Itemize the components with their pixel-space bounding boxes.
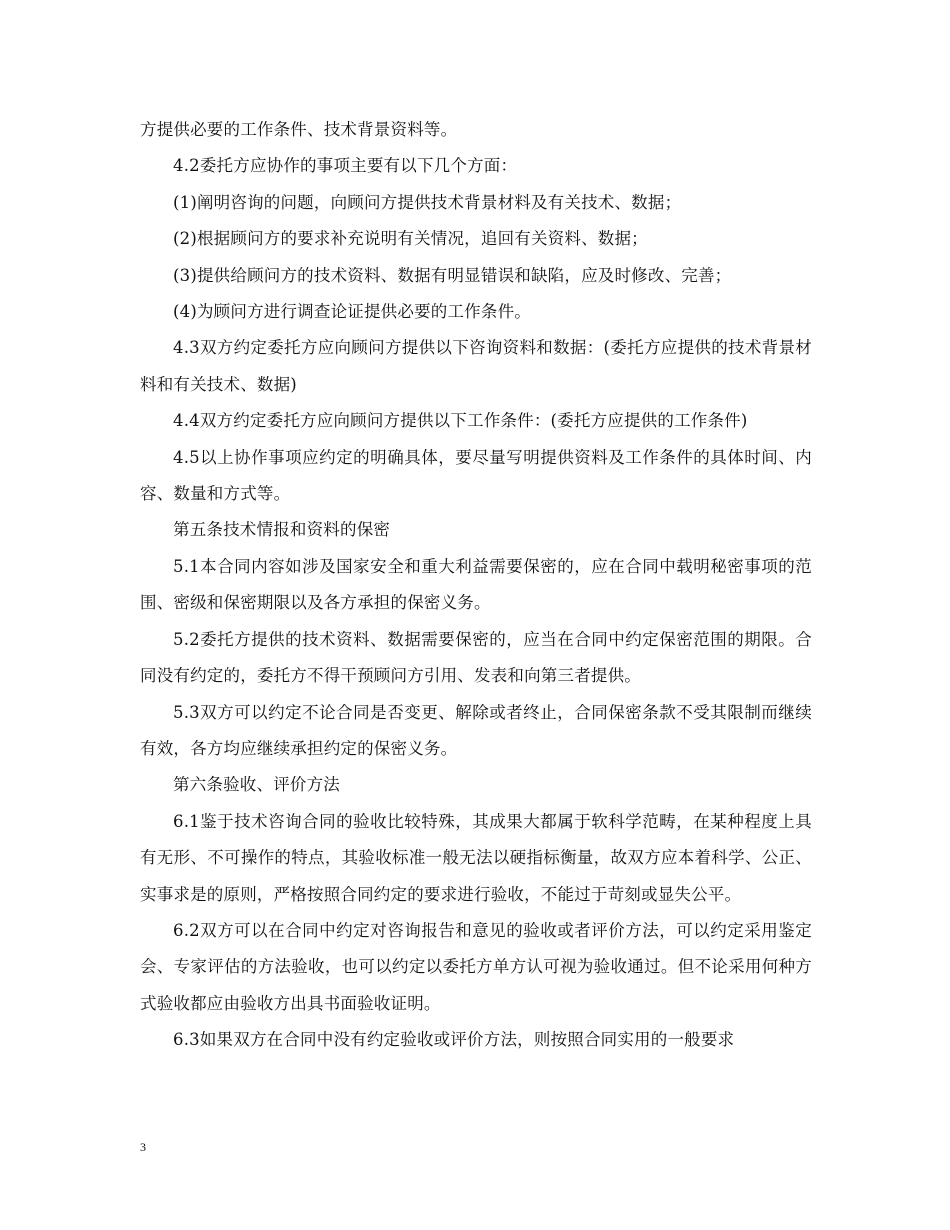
- paragraph: (4)为顾问方进行调查论证提供必要的工作条件。: [173, 302, 531, 322]
- paragraph: (2)根据顾问方的要求补充说明有关情况，追回有关资料、数据；: [173, 229, 648, 249]
- paragraph: 6.2双方可以在合同中约定对咨询报告和意见的验收或者评价方法，可以约定采用鉴定会、专家评估的方法验收，也可以约定以委托方单方认可视为验收通过。但不论采用何种方式验收都应由验收方出具书面验收证明。: [140, 920, 812, 1013]
- paragraph: 4.2委托方应协作的事项主要有以下几个方面：: [173, 156, 518, 176]
- document-body: [140, 112, 812, 1059]
- paragraph: 4.5以上协作事项应约定的明确具体，要尽量写明提供资料及工作条件的具体时间、内容、数量和方式等。: [140, 447, 812, 504]
- page-number: 3: [140, 1140, 146, 1154]
- paragraph: 4.4双方约定委托方应向顾问方提供以下工作条件：(委托方应提供的工作条件): [173, 411, 748, 431]
- paragraph: (3)提供给顾问方的技术资料、数据有明显错误和缺陷，应及时修改、完善；: [173, 265, 732, 285]
- paragraph: 6.1鉴于技术咨询合同的验收比较特殊，其成果大都属于软科学范畴，在某种程度上具有无形、不可操作的特点，其验收标准一般无法以硬指标衡量，故双方应本着科学、公正、实事求是的原则，严格按照合同约定的要求进行验收，不能过于苛刻或显失公平。: [140, 811, 812, 904]
- paragraph: 5.3双方可以约定不论合同是否变更、解除或者终止，合同保密条款不受其限制而继续有效，各方均应继续承担约定的保密义务。: [140, 702, 812, 758]
- paragraph: 5.2委托方提供的技术资料、数据需要保密的，应当在合同中约定保密范围的期限。合同没有约定的，委托方不得干预顾问方引用、发表和向第三者提供。: [140, 629, 812, 686]
- section-heading: 第六条验收、评价方法: [173, 775, 340, 795]
- paragraph: 5.1本合同内容如涉及国家安全和重大利益需要保密的，应在合同中载明秘密事项的范围、密级和保密期限以及各方承担的保密义务。: [140, 556, 812, 613]
- paragraph: 6.3如果双方在合同中没有约定验收或评价方法，则按照合同实用的一般要求: [173, 1030, 735, 1050]
- paragraph: 4.3双方约定委托方应向顾问方提供以下咨询资料和数据：(委托方应提供的技术背景材料和有关技术、数据): [140, 338, 812, 394]
- section-heading: 第五条技术情报和资料的保密: [173, 520, 391, 540]
- paragraph: (1)阐明咨询的问题，向顾问方提供技术背景材料及有关技术、数据；: [173, 192, 682, 212]
- paragraph: 方提供必要的工作条件、技术背景资料等。: [140, 120, 458, 139]
